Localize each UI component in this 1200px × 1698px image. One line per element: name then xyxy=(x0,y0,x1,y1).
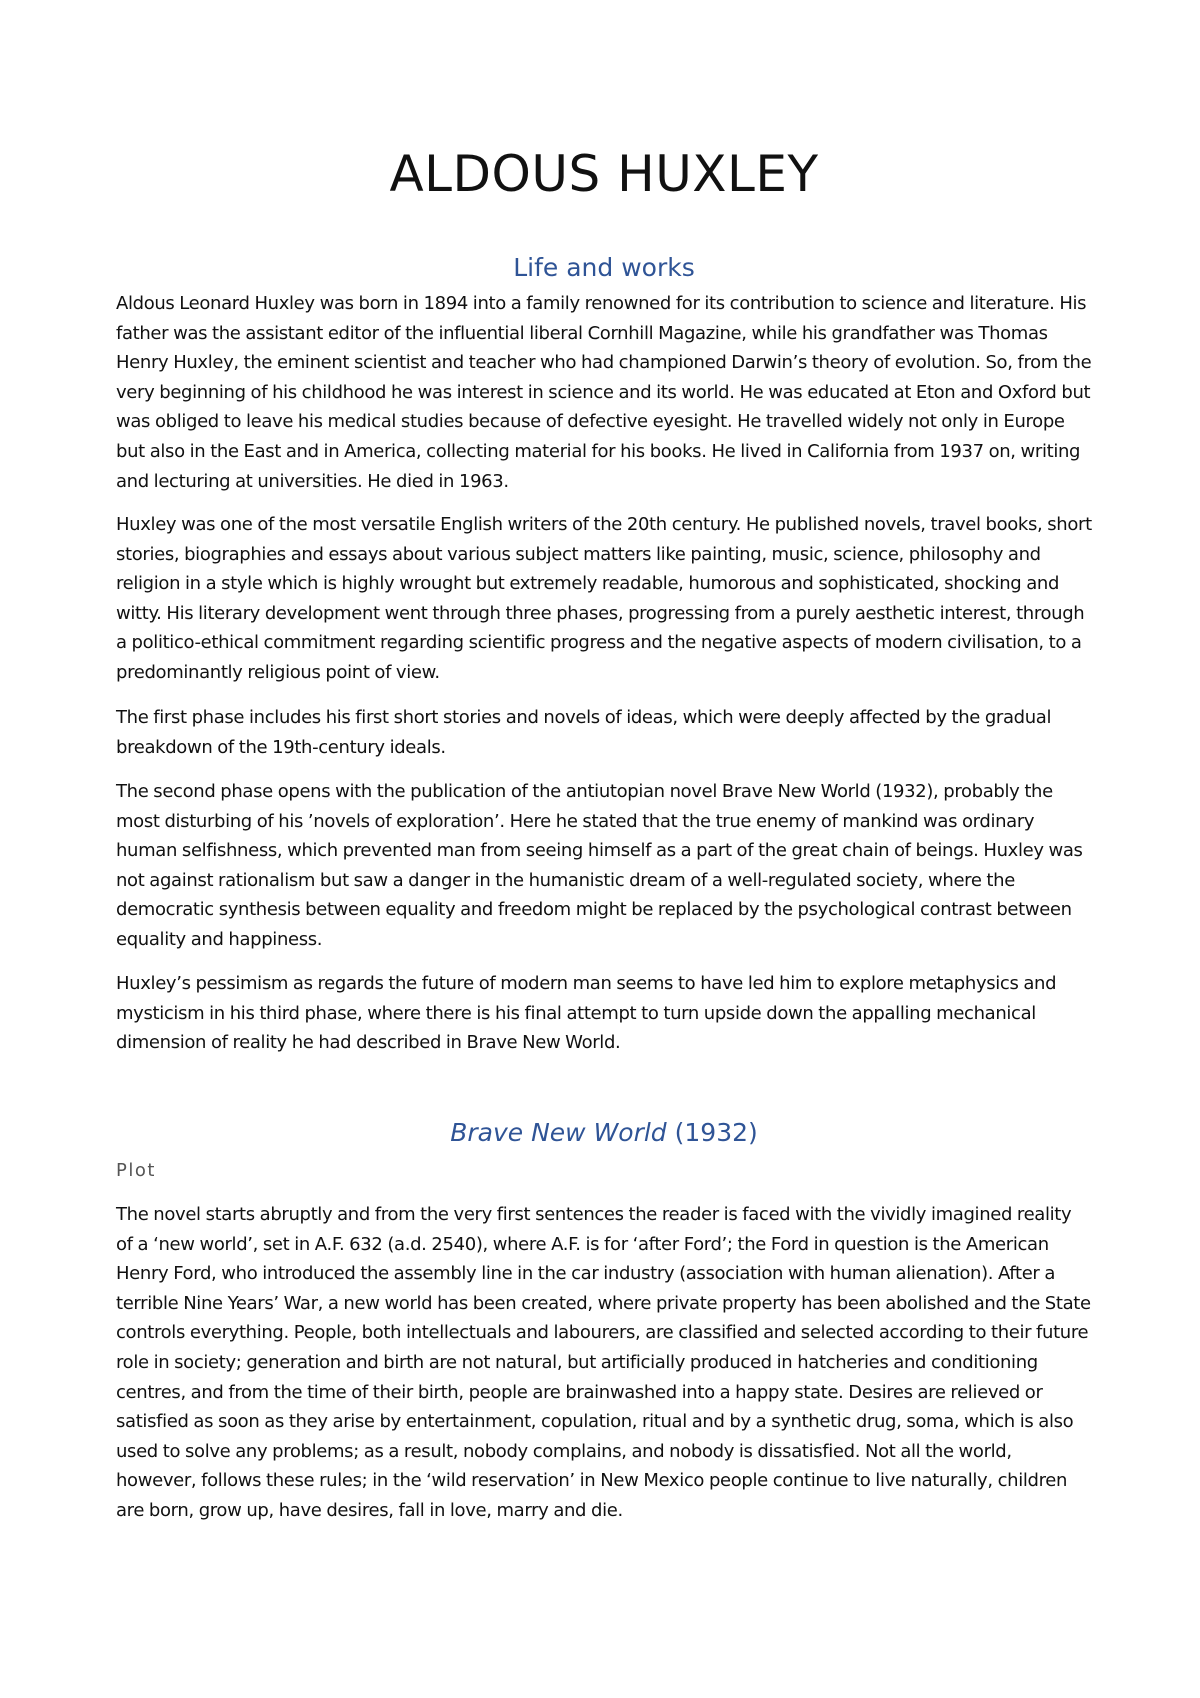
paragraph-plot: The novel starts abruptly and from the very first sentences the reader is faced with the vividly imagined reality of a ‘new world’, set in A.F. 632 (a.d. 2540), where A.F. is for ‘after Ford’; the Ford in question is the American Henry Ford, who introduced the assembly line in the car industry (association with human alienation). After a terrible Nine Years’ War, a new world has been created, where private property has been abolished and the State controls everything. People, both intellectuals and labourers, are classified and selected according to their future role in society; generation and birth are not natural, but artificially produced in hatcheries and conditioning centres, and from the time of their birth, people are brainwashed into a happy state. Desires are relieved or satisfied as soon as they arise by entertainment, copulation, ritual and by a synthetic drug, soma, which is also used to solve any problems; as a result, nobody complains, and nobody is dissatisfied. Not all the world, however, follows these rules; in the ‘wild reservation’ in New Mexico people continue to live naturally, children are born, grow up, have desires, fall in love, marry and die. xyxy=(116,1204,1091,1521)
paragraph-biography: Aldous Leonard Huxley was born in 1894 into a family renowned for its contribution to science and literature. His father was the assistant editor of the influential liberal Cornhill Magazine, while his grandfather was Thomas Henry Huxley, the eminent scientist and teacher who had championed Darwin’s theory of evolution. So, from the very beginning of his childhood he was interest in science and its world. He was educated at Eton and Oxford but was obliged to leave his medical studies because of defective eyesight. He travelled widely not only in Europe but also in the East and in America, collecting material for his books. He lived in California from 1937 on, writing and lecturing at universities. He died in 1963. xyxy=(116,293,1092,492)
document-title: ALDOUS HUXLEY xyxy=(389,145,819,203)
section-heading-brave-new-world xyxy=(116,1117,1092,1149)
paragraph-second-phase: The second phase opens with the publication of the antiutopian novel Brave New World (1932), probably the most disturbing of his ’novels of exploration’. Here he stated that the true enemy of mankind was ordinary human selfishness, which prevented man from seeing himself as a part of the great chain of beings. Huxley was not against rationalism but saw a danger in the humanistic dream of a well-regulated society, where the democratic synthesis between equality and freedom might be replaced by the psychological contrast between equality and happiness. xyxy=(116,781,1083,950)
subheading-plot: Plot xyxy=(116,1160,156,1181)
paragraph-versatility: Huxley was one of the most versatile English writers of the 20th century. He published novels, travel books, short stories, biographies and essays about various subject matters like painting, music, science, philosophy and religion in a style which is highly wrought but extremely readable, humorous and sophisticated, shocking and witty. His literary development went through three phases, progressing from a purely aesthetic interest, through a politico-ethical commitment regarding scientific progress and the negative aspects of modern civilisation, to a predominantly religious point of view. xyxy=(116,514,1092,683)
heading-book-title: Brave New World xyxy=(450,1118,667,1147)
heading-book-year: (1932) xyxy=(666,1118,758,1147)
section-heading-life-and-works: Life and works xyxy=(513,253,695,282)
paragraph-first-phase: The first phase includes his first short stories and novels of ideas, which were deeply affected by the gradual breakdown of the 19th-century ideals. xyxy=(116,707,1052,758)
paragraph-third-phase: Huxley’s pessimism as regards the future of modern man seems to have led him to explore metaphysics and mysticism in his third phase, where there is his final attempt to turn upside down the appalling mechanical dimension of reality he had described in Brave New World. xyxy=(116,973,1057,1054)
